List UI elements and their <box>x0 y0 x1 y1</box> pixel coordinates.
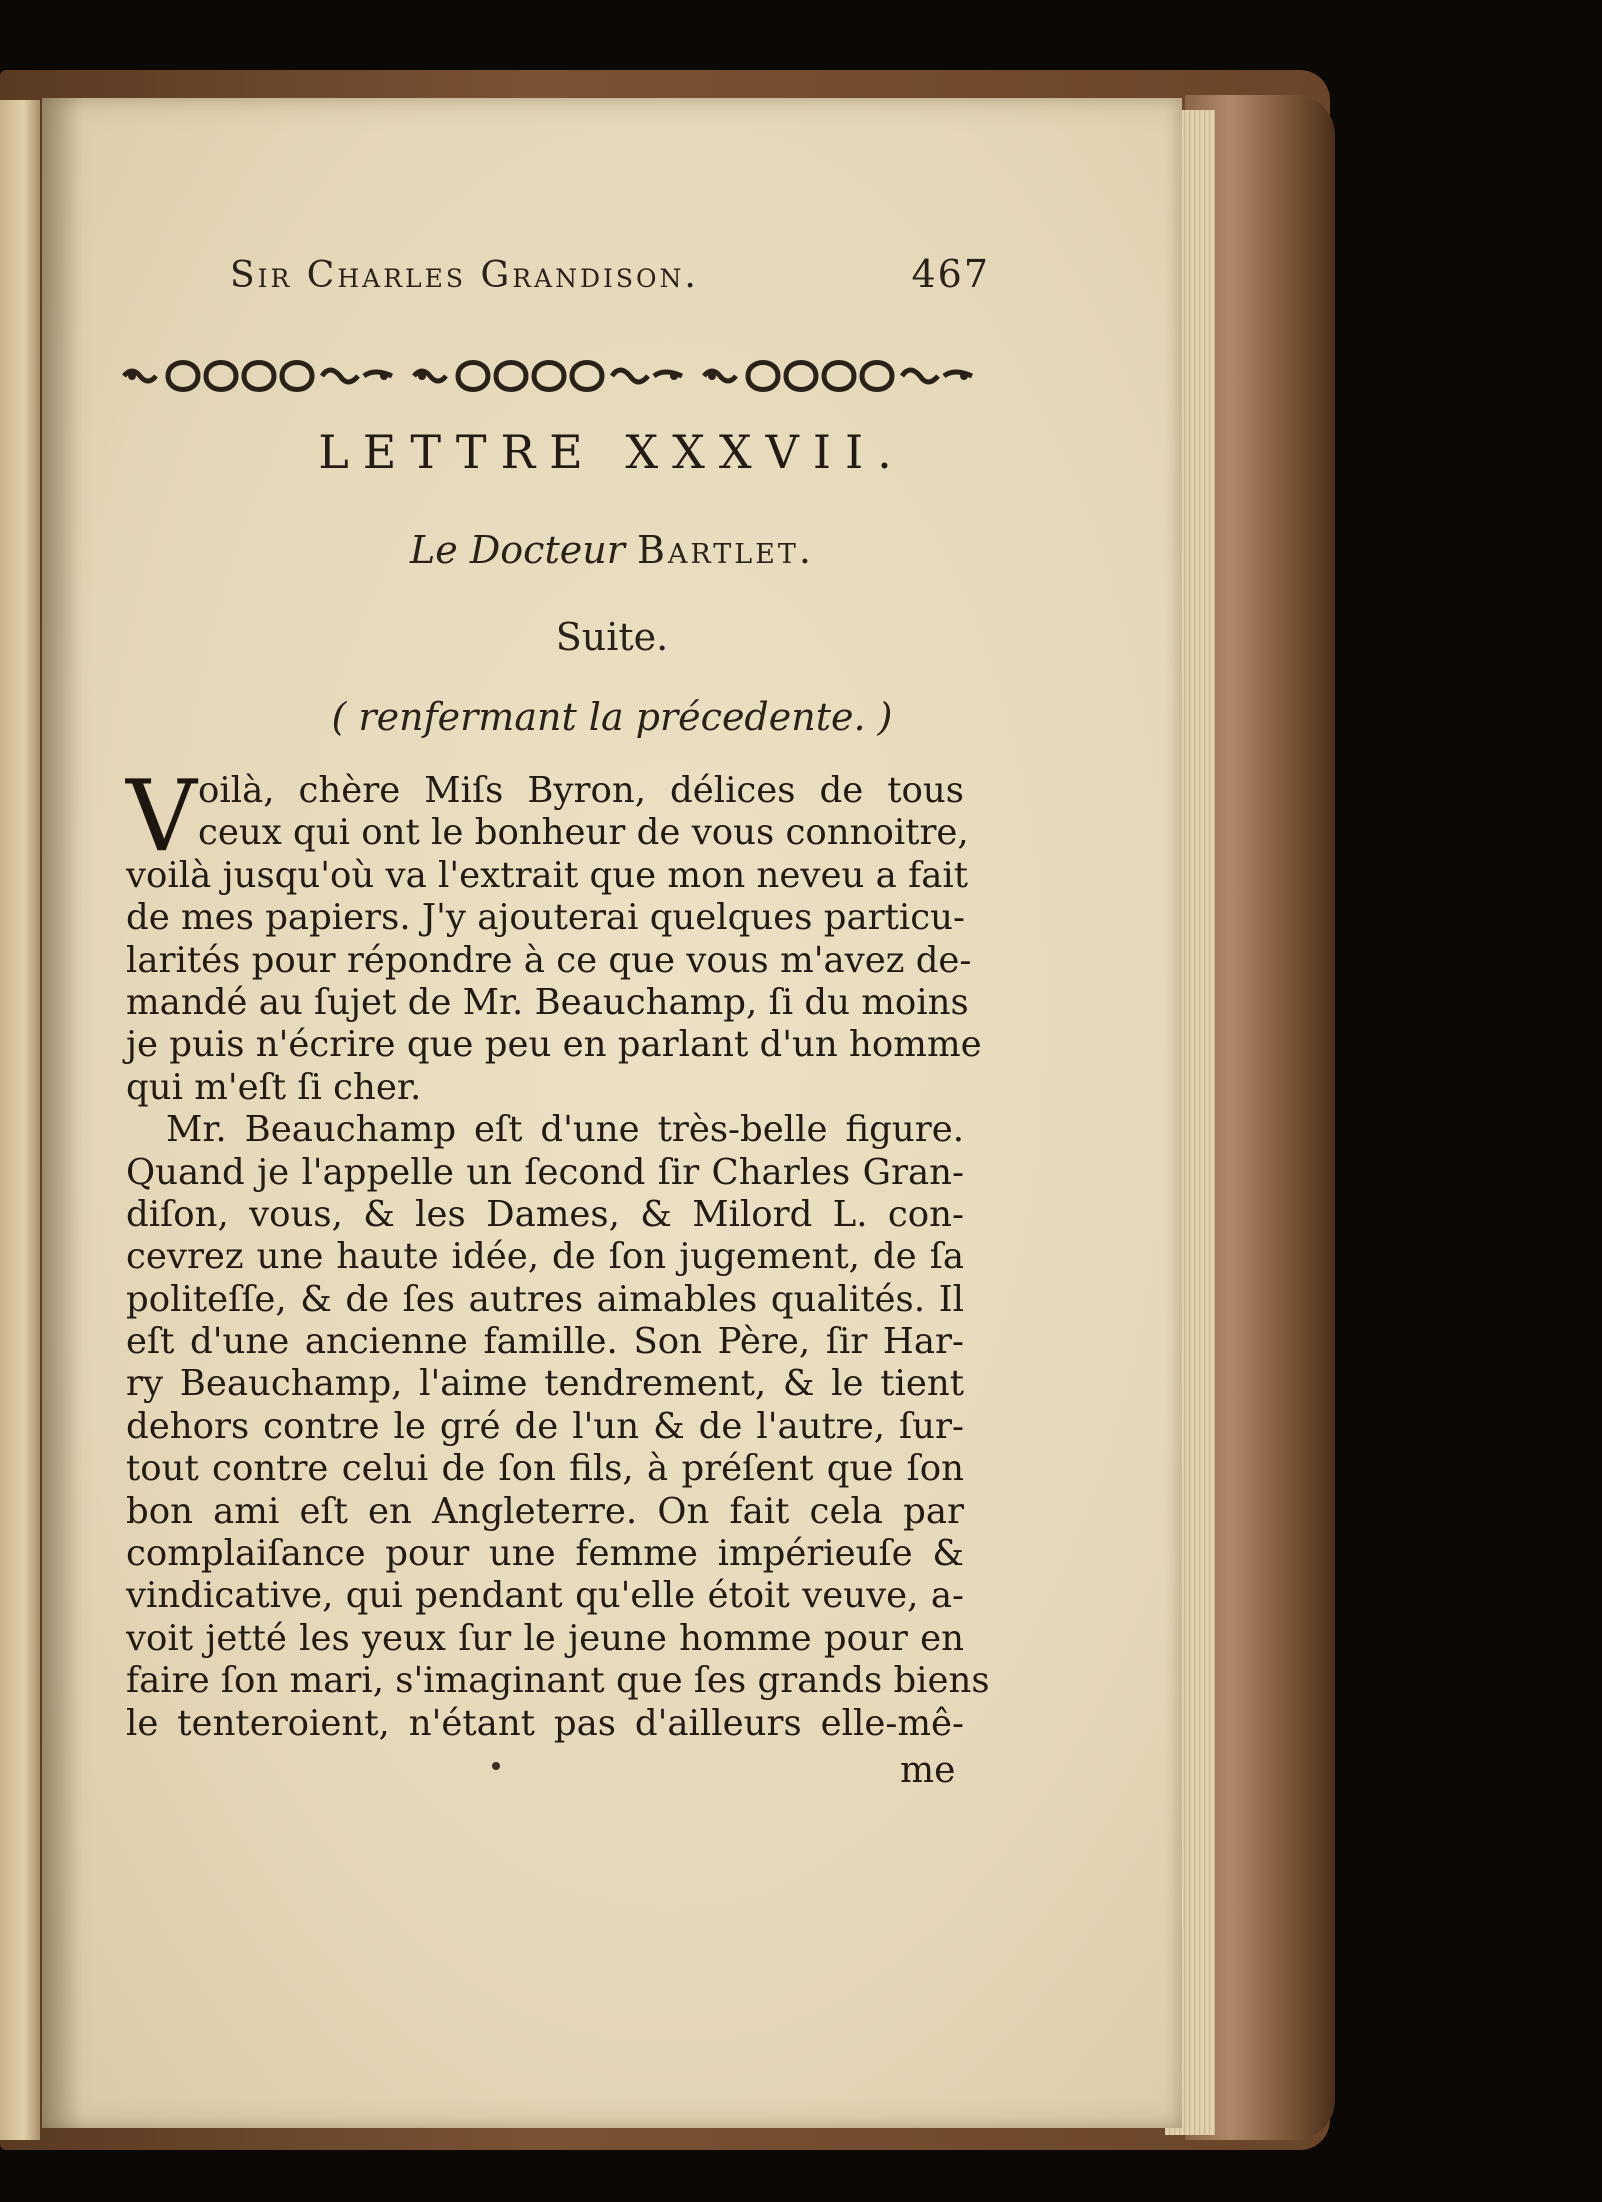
text-line: Mr. Beauchamp eſt d'une très-belle figure. <box>166 1109 964 1151</box>
letter-suite: Suite. <box>555 615 669 659</box>
gutter-shadow <box>42 98 82 2128</box>
text-line: ceux qui ont le bonheur de vous connoitre, <box>198 812 969 854</box>
text-line: faire ſon mari, s'imaginant que ſes grands biens <box>126 1660 990 1702</box>
text-line: politeſſe, & de ſes autres aimables qualités. Il <box>126 1278 964 1320</box>
text-line: de mes papiers. J'y ajouterai quelques particu- <box>126 897 965 939</box>
text-line: oilà, chère Miſs Byron, délices de tous <box>198 770 964 811</box>
text-line: eſt d'une ancienne famille. Son Père, ſir Har- <box>126 1321 964 1363</box>
text-line: je puis n'écrire que peu en parlant d'un homme <box>126 1024 982 1066</box>
catchword: me <box>900 1750 956 1791</box>
text-line: larités pour répondre à ce que vous m'avez de- <box>126 939 972 981</box>
ornament-icon <box>698 348 978 404</box>
text-line: qui m'eſt ſi cher. <box>126 1066 422 1108</box>
ornament-band <box>118 348 978 404</box>
letter-author-prefix: Le Docteur <box>410 528 625 572</box>
text-line: bon ami eſt en Angleterre. On fait cela par <box>126 1490 964 1532</box>
running-head <box>230 252 990 296</box>
running-head-title: Sir Charles Grandison. <box>230 255 699 296</box>
body-text <box>126 760 990 1745</box>
letter-note: ( renfermant la précedente. ) <box>331 695 893 739</box>
text-line: ry Beauchamp, l'aime tendrement, & le tient <box>126 1363 964 1405</box>
letter-author-name: Bartlet. <box>636 528 814 572</box>
text-line: le tenteroient, n'étant pas d'ailleurs elle-mê- <box>126 1702 964 1744</box>
ornament-icon <box>118 348 398 404</box>
text-line: dehors contre le gré de l'un & de l'autre, ſur- <box>126 1405 964 1447</box>
letter-author <box>42 528 1182 572</box>
signature-dot <box>492 1762 500 1770</box>
facing-page-edge <box>0 100 40 2140</box>
text-line: tout contre celui de ſon fils, à préſent que ſon <box>126 1448 964 1490</box>
text-line: Quand je l'appelle un ſecond ſir Charles Gran- <box>126 1151 964 1193</box>
text-line: mandé au ſujet de Mr. Beauchamp, ſi du moins <box>126 981 969 1023</box>
ornament-icon <box>408 348 688 404</box>
text-line: voit jetté les yeux ſur le jeune homme pour en <box>126 1617 964 1659</box>
page-number: 467 <box>911 252 990 296</box>
text-line: vindicative, qui pendant qu'elle étoit veuve, a- <box>126 1575 964 1617</box>
text-line: cevrez une haute idée, de ſon jugement, de ſa <box>126 1236 964 1278</box>
drop-cap: V <box>126 760 197 874</box>
text-line: diſon, vous, & les Dames, & Milord L. con- <box>126 1193 964 1235</box>
text-line: voilà jusqu'où va l'extrait que mon neveu a fait <box>126 854 969 896</box>
text-line: complaiſance pour une femme impérieuſe & <box>126 1533 964 1575</box>
letter-title: LETTRE XXXVII. <box>318 425 906 479</box>
